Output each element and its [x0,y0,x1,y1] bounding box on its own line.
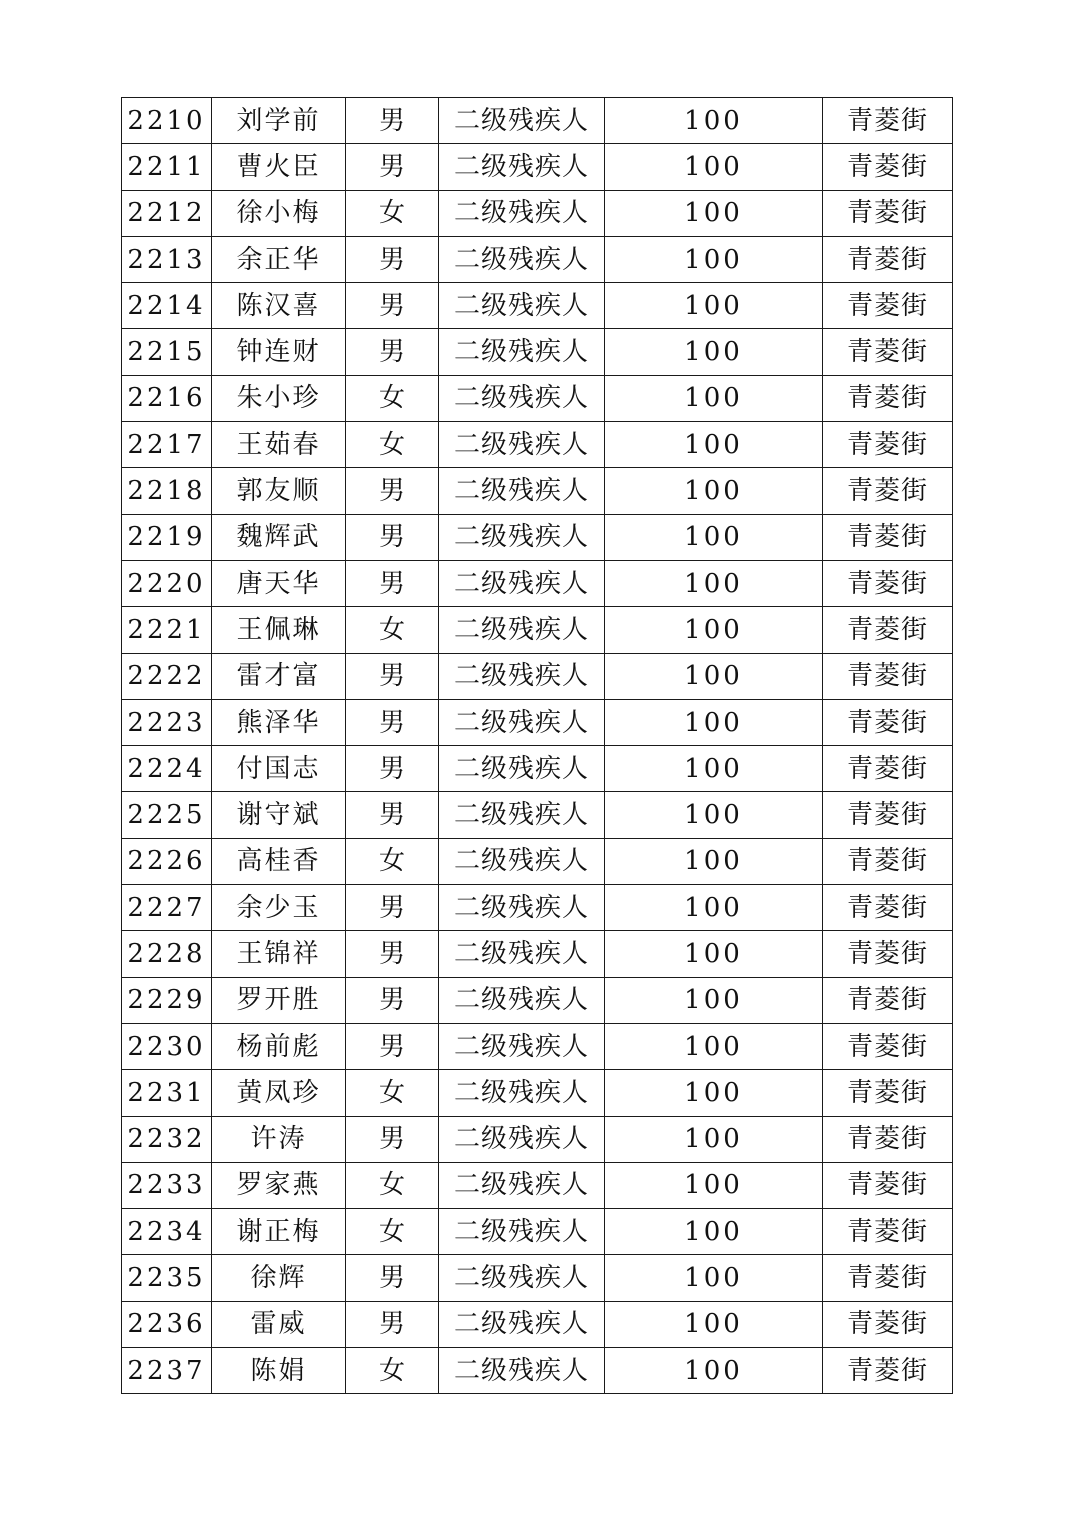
street-cell: 青菱街 [823,514,953,560]
street-cell: 青菱街 [823,1348,953,1394]
street-cell: 青菱街 [823,1209,953,1255]
disability-category-cell: 二级残疾人 [439,468,605,514]
table-row [122,144,953,190]
street-cell: 青菱街 [823,1162,953,1208]
street-cell: 青菱街 [823,653,953,699]
street-cell: 青菱街 [823,699,953,745]
street-cell: 青菱街 [823,422,953,468]
disability-category-cell: 二级残疾人 [439,746,605,792]
street-cell: 青菱街 [823,190,953,236]
amount-cell: 100 [605,885,823,931]
gender-cell: 男 [346,1301,439,1347]
amount-cell: 100 [605,1348,823,1394]
name-cell: 付国志 [212,746,346,792]
street-cell: 青菱街 [823,838,953,884]
gender-cell: 男 [346,885,439,931]
roster-table [121,97,953,1394]
amount-cell: 100 [605,1301,823,1347]
disability-category-cell: 二级残疾人 [439,1209,605,1255]
street-cell: 青菱街 [823,792,953,838]
name-cell: 黄凤珍 [212,1070,346,1116]
disability-category-cell: 二级残疾人 [439,560,605,606]
serial-number-cell: 2218 [122,468,212,514]
name-cell: 徐小梅 [212,190,346,236]
table-row [122,1116,953,1162]
gender-cell: 男 [346,746,439,792]
table-row [122,746,953,792]
street-cell: 青菱街 [823,746,953,792]
table-row [122,329,953,375]
name-cell: 杨前彪 [212,1023,346,1069]
street-cell: 青菱街 [823,885,953,931]
gender-cell: 男 [346,1116,439,1162]
serial-number-cell: 2213 [122,236,212,282]
amount-cell: 100 [605,1070,823,1116]
amount-cell: 100 [605,190,823,236]
disability-category-cell: 二级残疾人 [439,329,605,375]
street-cell: 青菱街 [823,560,953,606]
table-row [122,375,953,421]
name-cell: 余少玉 [212,885,346,931]
table-row [122,977,953,1023]
gender-cell: 男 [346,98,439,144]
amount-cell: 100 [605,514,823,560]
gender-cell: 男 [346,144,439,190]
amount-cell: 100 [605,746,823,792]
table-row [122,514,953,560]
gender-cell: 男 [346,653,439,699]
gender-cell: 男 [346,792,439,838]
amount-cell: 100 [605,98,823,144]
disability-category-cell: 二级残疾人 [439,1301,605,1347]
gender-cell: 女 [346,1070,439,1116]
table-row [122,838,953,884]
amount-cell: 100 [605,653,823,699]
name-cell: 郭友顺 [212,468,346,514]
serial-number-cell: 2227 [122,885,212,931]
amount-cell: 100 [605,468,823,514]
disability-category-cell: 二级残疾人 [439,885,605,931]
gender-cell: 男 [346,977,439,1023]
serial-number-cell: 2217 [122,422,212,468]
name-cell: 谢正梅 [212,1209,346,1255]
table-row [122,190,953,236]
roster-table-body [122,98,953,1394]
serial-number-cell: 2234 [122,1209,212,1255]
name-cell: 熊泽华 [212,699,346,745]
table-row [122,1209,953,1255]
table-row [122,283,953,329]
street-cell: 青菱街 [823,144,953,190]
amount-cell: 100 [605,422,823,468]
street-cell: 青菱街 [823,1070,953,1116]
serial-number-cell: 2219 [122,514,212,560]
disability-category-cell: 二级残疾人 [439,1255,605,1301]
gender-cell: 女 [346,607,439,653]
serial-number-cell: 2232 [122,1116,212,1162]
table-row [122,653,953,699]
disability-category-cell: 二级残疾人 [439,144,605,190]
disability-category-cell: 二级残疾人 [439,98,605,144]
name-cell: 高桂香 [212,838,346,884]
gender-cell: 男 [346,514,439,560]
name-cell: 唐天华 [212,560,346,606]
serial-number-cell: 2226 [122,838,212,884]
amount-cell: 100 [605,144,823,190]
street-cell: 青菱街 [823,468,953,514]
name-cell: 朱小珍 [212,375,346,421]
gender-cell: 男 [346,329,439,375]
name-cell: 余正华 [212,236,346,282]
street-cell: 青菱街 [823,1255,953,1301]
serial-number-cell: 2229 [122,977,212,1023]
disability-category-cell: 二级残疾人 [439,607,605,653]
serial-number-cell: 2220 [122,560,212,606]
name-cell: 许涛 [212,1116,346,1162]
name-cell: 王茹春 [212,422,346,468]
gender-cell: 男 [346,1255,439,1301]
name-cell: 徐辉 [212,1255,346,1301]
street-cell: 青菱街 [823,931,953,977]
disability-category-cell: 二级残疾人 [439,375,605,421]
amount-cell: 100 [605,560,823,606]
gender-cell: 女 [346,1348,439,1394]
serial-number-cell: 2214 [122,283,212,329]
gender-cell: 女 [346,190,439,236]
gender-cell: 女 [346,1209,439,1255]
street-cell: 青菱街 [823,283,953,329]
name-cell: 罗开胜 [212,977,346,1023]
table-row [122,1348,953,1394]
name-cell: 王佩琳 [212,607,346,653]
disability-category-cell: 二级残疾人 [439,977,605,1023]
name-cell: 雷才富 [212,653,346,699]
serial-number-cell: 2215 [122,329,212,375]
street-cell: 青菱街 [823,1023,953,1069]
gender-cell: 男 [346,283,439,329]
disability-category-cell: 二级残疾人 [439,1348,605,1394]
disability-category-cell: 二级残疾人 [439,792,605,838]
table-row [122,699,953,745]
table-row [122,98,953,144]
street-cell: 青菱街 [823,375,953,421]
table-row [122,422,953,468]
disability-category-cell: 二级残疾人 [439,236,605,282]
serial-number-cell: 2211 [122,144,212,190]
street-cell: 青菱街 [823,977,953,1023]
amount-cell: 100 [605,977,823,1023]
street-cell: 青菱街 [823,98,953,144]
table-row [122,236,953,282]
name-cell: 陈娟 [212,1348,346,1394]
street-cell: 青菱街 [823,329,953,375]
name-cell: 陈汉喜 [212,283,346,329]
gender-cell: 女 [346,375,439,421]
serial-number-cell: 2212 [122,190,212,236]
gender-cell: 男 [346,560,439,606]
amount-cell: 100 [605,792,823,838]
serial-number-cell: 2221 [122,607,212,653]
name-cell: 曹火臣 [212,144,346,190]
disability-category-cell: 二级残疾人 [439,514,605,560]
serial-number-cell: 2228 [122,931,212,977]
disability-category-cell: 二级残疾人 [439,931,605,977]
table-row [122,931,953,977]
street-cell: 青菱街 [823,1116,953,1162]
amount-cell: 100 [605,838,823,884]
amount-cell: 100 [605,375,823,421]
amount-cell: 100 [605,1209,823,1255]
amount-cell: 100 [605,1023,823,1069]
table-row [122,607,953,653]
gender-cell: 女 [346,422,439,468]
disability-category-cell: 二级残疾人 [439,838,605,884]
street-cell: 青菱街 [823,236,953,282]
disability-category-cell: 二级残疾人 [439,1023,605,1069]
name-cell: 雷威 [212,1301,346,1347]
serial-number-cell: 2235 [122,1255,212,1301]
amount-cell: 100 [605,283,823,329]
gender-cell: 男 [346,931,439,977]
table-row [122,468,953,514]
serial-number-cell: 2224 [122,746,212,792]
gender-cell: 男 [346,236,439,282]
amount-cell: 100 [605,1116,823,1162]
gender-cell: 男 [346,468,439,514]
amount-cell: 100 [605,1255,823,1301]
amount-cell: 100 [605,699,823,745]
table-row [122,1023,953,1069]
name-cell: 谢守斌 [212,792,346,838]
serial-number-cell: 2237 [122,1348,212,1394]
serial-number-cell: 2222 [122,653,212,699]
table-row [122,1301,953,1347]
serial-number-cell: 2236 [122,1301,212,1347]
name-cell: 钟连财 [212,329,346,375]
table-row [122,792,953,838]
serial-number-cell: 2231 [122,1070,212,1116]
name-cell: 王锦祥 [212,931,346,977]
serial-number-cell: 2233 [122,1162,212,1208]
disability-category-cell: 二级残疾人 [439,1162,605,1208]
disability-category-cell: 二级残疾人 [439,653,605,699]
disability-category-cell: 二级残疾人 [439,1070,605,1116]
table-row [122,1162,953,1208]
disability-category-cell: 二级残疾人 [439,699,605,745]
serial-number-cell: 2210 [122,98,212,144]
amount-cell: 100 [605,236,823,282]
table-row [122,885,953,931]
table-row [122,1255,953,1301]
gender-cell: 男 [346,699,439,745]
serial-number-cell: 2230 [122,1023,212,1069]
name-cell: 魏辉武 [212,514,346,560]
name-cell: 罗家燕 [212,1162,346,1208]
disability-category-cell: 二级残疾人 [439,422,605,468]
street-cell: 青菱街 [823,1301,953,1347]
amount-cell: 100 [605,931,823,977]
name-cell: 刘学前 [212,98,346,144]
amount-cell: 100 [605,1162,823,1208]
table-row [122,560,953,606]
disability-category-cell: 二级残疾人 [439,1116,605,1162]
gender-cell: 男 [346,1023,439,1069]
serial-number-cell: 2216 [122,375,212,421]
disability-category-cell: 二级残疾人 [439,283,605,329]
gender-cell: 女 [346,838,439,884]
amount-cell: 100 [605,607,823,653]
amount-cell: 100 [605,329,823,375]
table-row [122,1070,953,1116]
street-cell: 青菱街 [823,607,953,653]
serial-number-cell: 2223 [122,699,212,745]
serial-number-cell: 2225 [122,792,212,838]
gender-cell: 女 [346,1162,439,1208]
disability-category-cell: 二级残疾人 [439,190,605,236]
